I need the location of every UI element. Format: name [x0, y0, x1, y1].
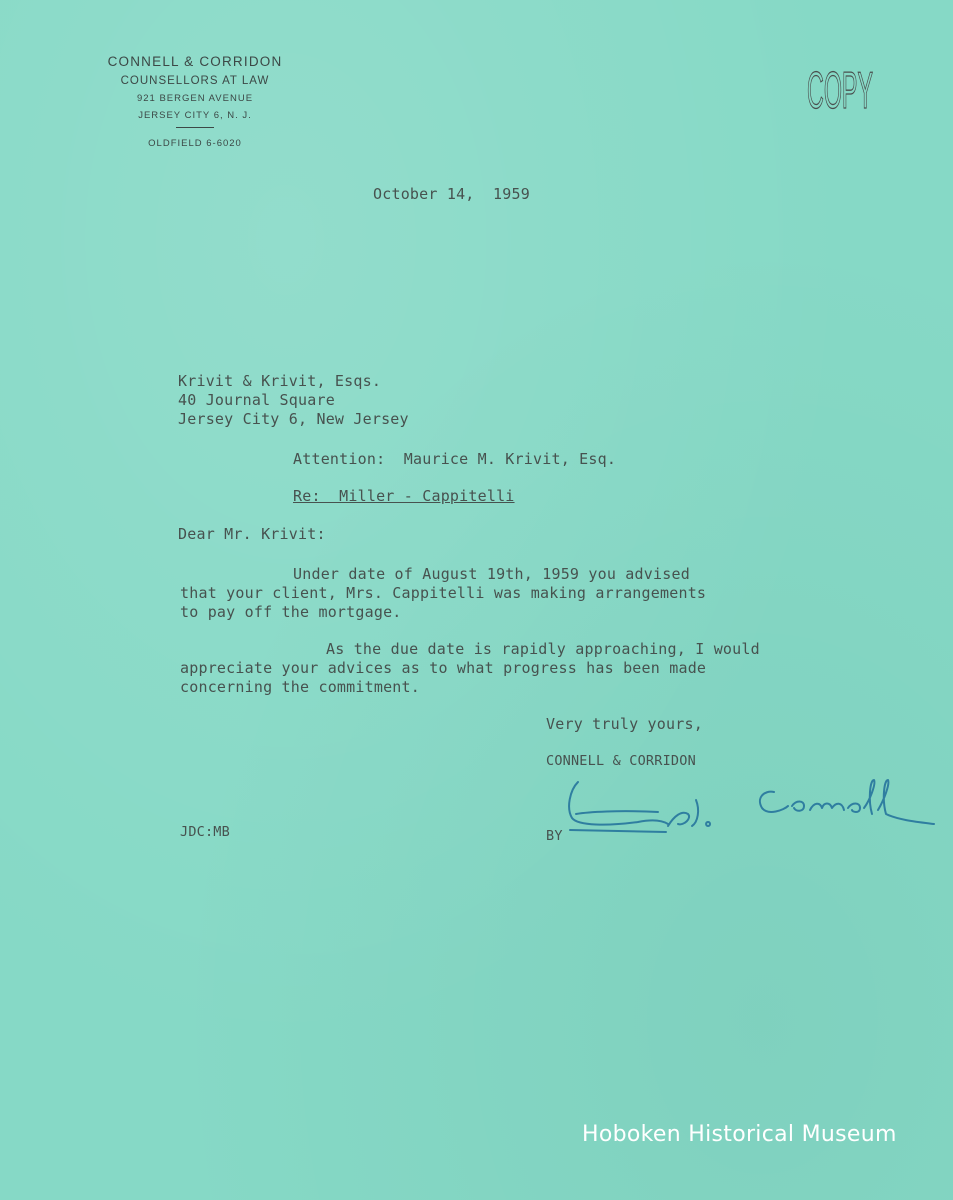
paragraph-1 [180, 565, 706, 622]
copy-stamp-text: COPY [807, 62, 873, 120]
letterhead-firm: CONNELL & CORRIDON [107, 54, 283, 69]
letterhead-subtitle: COUNSELLORS AT LAW [120, 75, 270, 87]
recipient-line: Krivit & Krivit, Esqs. [178, 372, 382, 390]
attention-line: Attention: Maurice M. Krivit, Esq. [293, 450, 617, 468]
handwritten-signature [548, 770, 948, 850]
paragraph-line: to pay off the mortgage. [180, 603, 402, 621]
paragraph-2 [180, 640, 760, 697]
re-line: Re: Miller - Cappitelli [293, 487, 515, 505]
recipient-line: 40 Journal Square [178, 391, 335, 409]
paragraph-line: appreciate your advices as to what progress has been made [180, 659, 707, 677]
letterhead [60, 54, 330, 149]
salutation: Dear Mr. Krivit: [178, 525, 326, 543]
typist-initials: JDC:MB [180, 824, 230, 840]
letterhead-street: 921 BERGEN AVENUE [136, 93, 254, 104]
by-label: BY [546, 828, 563, 844]
letterhead-city: JERSEY CITY 6, N. J. [138, 110, 252, 121]
copy-stamp [806, 38, 876, 120]
paragraph-line: concerning the commitment. [180, 678, 420, 696]
signature-firm: CONNELL & CORRIDON [546, 753, 696, 769]
recipient-line: Jersey City 6, New Jersey [178, 410, 409, 428]
paragraph-line: that your client, Mrs. Cappitelli was making arrangements [180, 584, 707, 602]
paragraph-line: As the due date is rapidly approaching, I would [326, 640, 760, 658]
museum-watermark: Hoboken Historical Museum [582, 1122, 897, 1147]
recipient-address [178, 372, 409, 429]
paragraph-line: Under date of August 19th, 1959 you advised [293, 565, 690, 583]
letterhead-phone: OLDFIELD 6-6020 [148, 138, 242, 149]
letter-date: October 14, 1959 [373, 185, 530, 203]
letterhead-rule [176, 127, 214, 128]
closing: Very truly yours, [546, 715, 703, 733]
